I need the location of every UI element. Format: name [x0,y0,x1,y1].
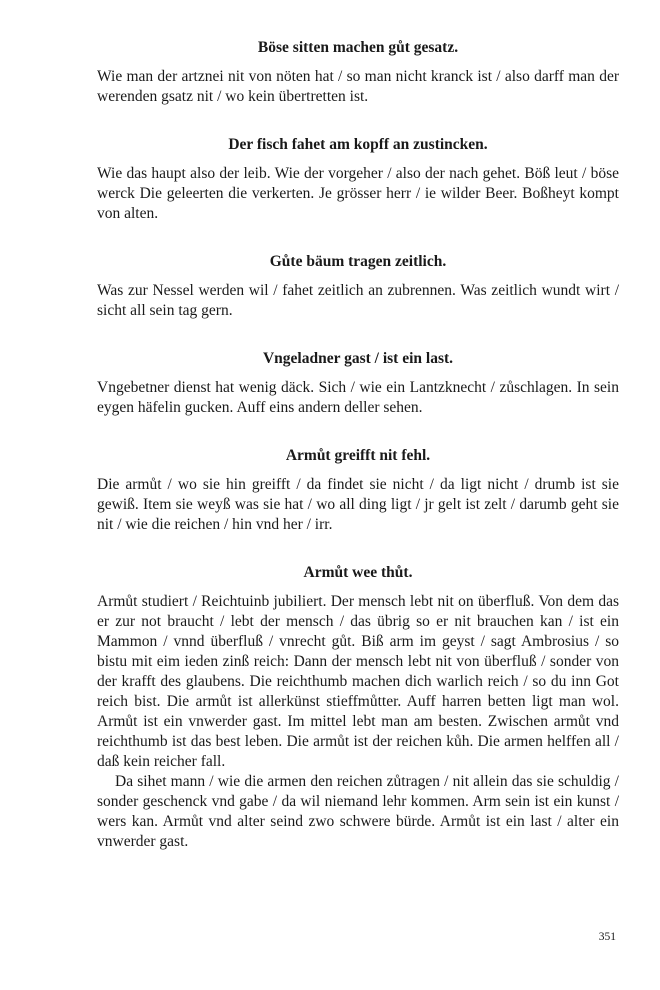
section-paragraph: Die armůt / wo sie hin greifft / da findet sie nicht / da ligt nicht / drumb ist sie gewiß. Item sie weyß was sie hat / wo all ding ligt / jr gelt ist zelt / darumb geht sie nit / wie die reichen / hin vnd her / irr. [97,476,619,533]
section-spacer [97,535,619,563]
section-spacer [97,321,619,349]
section-boese-sitten [97,38,619,107]
section-heading: Armůt greifft nit fehl. [285,447,431,464]
section-heading: Vngeladner gast / ist ein last. [262,350,454,367]
section-armut-wee [97,563,619,852]
section-paragraph: Wie das haupt also der leib. Wie der vorgeher / also der nach gehet. Böß leut / böse werck Die geleerten die verkerten. Je grösser herr / ie wilder Beer. Boßheyt kompt von alten. [97,165,619,222]
section-spacer [97,107,619,135]
section-heading: Armůt wee thůt. [303,564,413,581]
section-heading: Gůte bäum tragen zeitlich. [269,253,447,270]
section-der-fisch [97,135,619,224]
section-spacer [97,224,619,252]
section-vngeladner-gast [97,349,619,418]
section-paragraph: Wie man der artznei nit von nöten hat / so man nicht kranck ist / also darff man der werenden gsatz nit / wo kein übertretten ist. [97,68,619,105]
section-heading: Böse sitten machen gůt gesatz. [257,39,459,56]
section-armut-greifft [97,446,619,535]
section-paragraph: Da sihet mann / wie die armen den reichen zůtragen / nit allein das sie schuldig / sonder geschenck vnd gabe / da wil niemand lehr kommen. Arm sein ist ein kunst / wers kan. Armůt vnd alter seind zwo schwere bürde. Armůt ist ein last / alter ein vnwerder gast. [97,773,619,850]
section-paragraph: Vngebetner dienst hat wenig däck. Sich / wie ein Lantzknecht / zůschlagen. In sein eygen häfelin gucken. Auff eins andern deller sehen. [97,379,619,416]
page-body [97,38,619,852]
section-gute-baeum [97,252,619,321]
section-spacer [97,418,619,446]
section-paragraph: Armůt studiert / Reichtuinb jubiliert. Der mensch lebt nit on überfluß. Von dem das er zur not braucht / lebt der mensch / das übrig so er nit brauchen kan / ist ein Mammon / vnnd überfluß / vnrecht gůt. Biß arm im geyst / sagt Ambrosius / so bistu mit eim ieden zinß reich: Dann der mensch lebt nit von überfluß / sonder von der krafft des glaubens. Die reichthumb machen dich warlich reich / so du inn Got reich bist. Die armůt ist allerkünst stieffmůtter. Auff harren betten ligt man wol. Armůt ist ein vnwerder gast. Im mittel lebt man am besten. Zwischen armůt vnd reichthumb ist das best leben. Die armůt ist der reichen kůh. Die armen helffen all / daß kein reicher fall. [97,593,619,770]
section-heading: Der fisch fahet am kopff an zustincken. [228,136,488,153]
page-number: 351 [598,931,616,943]
section-paragraph: Was zur Nessel werden wil / fahet zeitlich an zubrennen. Was zeitlich wundt wirt / sicht all sein tag gern. [97,282,619,319]
